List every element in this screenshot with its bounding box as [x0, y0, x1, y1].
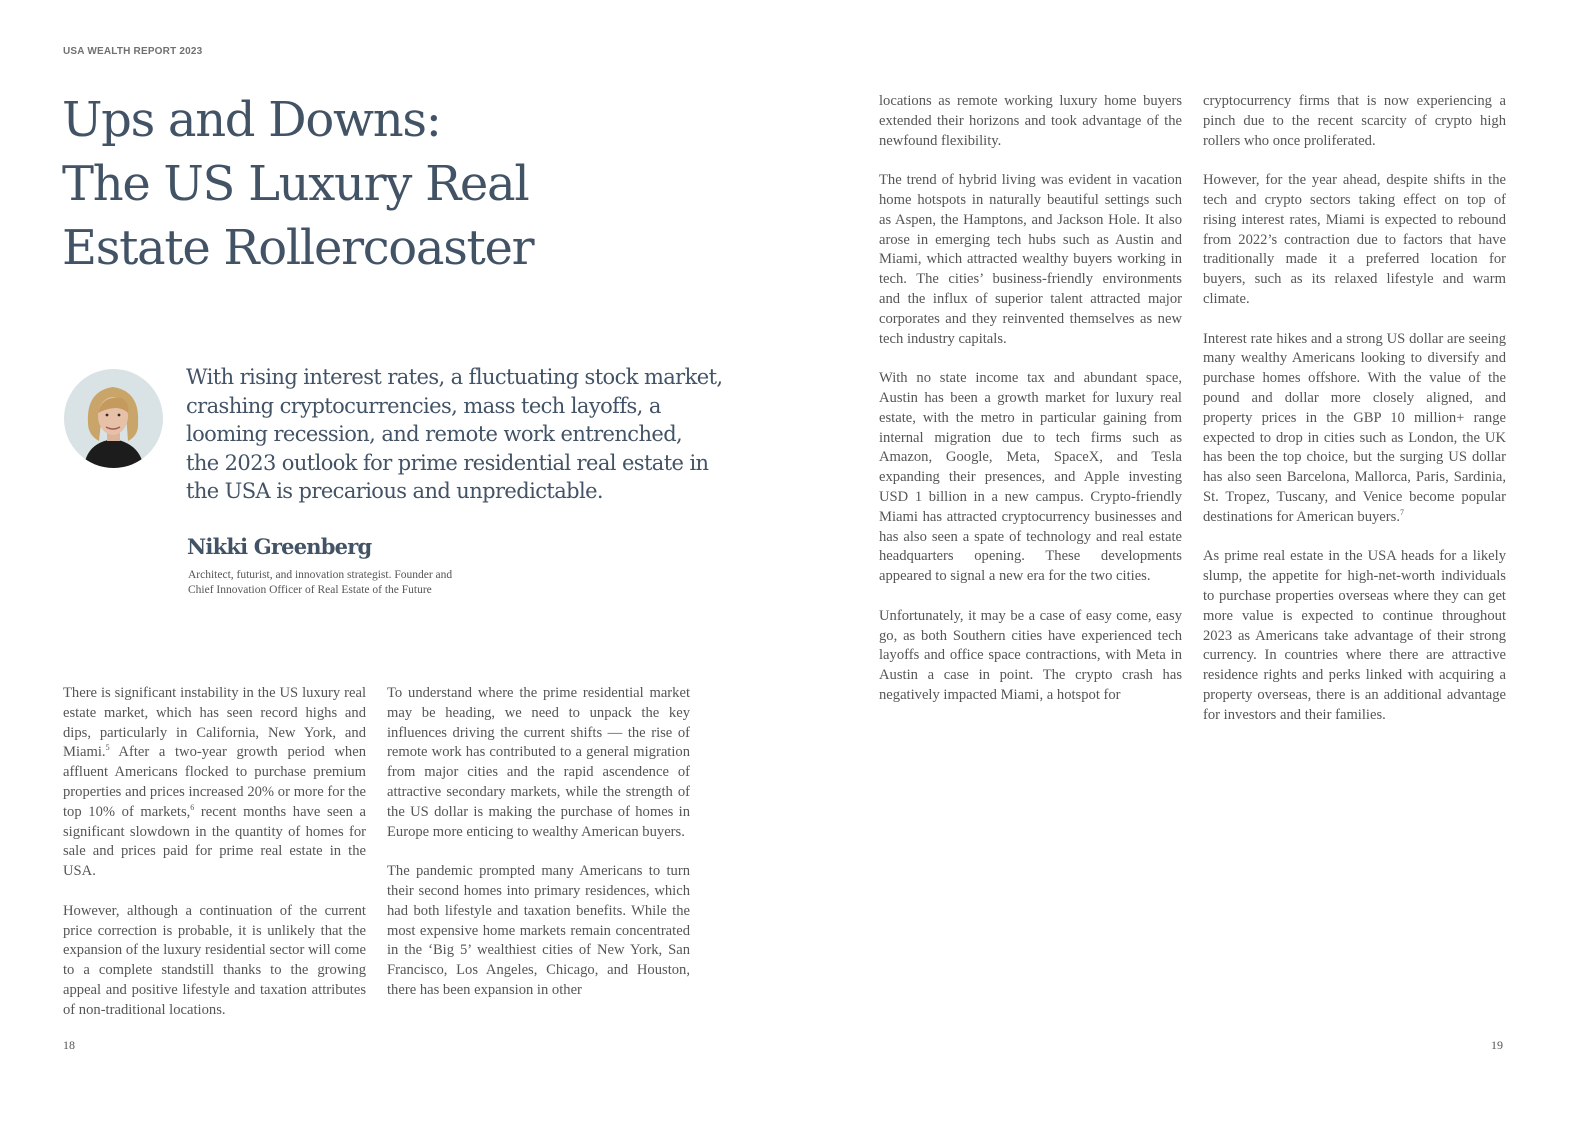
title-line: The US Luxury Real	[62, 156, 529, 212]
text-run: recent months have seen a significant slowdown in the quantity of homes for sale and prices paid for prime real estate in the USA.	[63, 803, 366, 880]
author-desc-line: Chief Innovation Officer of Real Estate of the Future	[188, 584, 432, 596]
paragraph: However, for the year ahead, despite shifts in the tech and crypto sectors taking effect on top of rising interest rates, Miami is expected to rebound from 2022’s contraction due to factors that have traditionally made it a preferred location for buyers, such as its relaxed lifestyle and warm climate.	[1203, 172, 1506, 307]
footnote-ref: 6	[190, 802, 195, 812]
body-column-1	[63, 684, 366, 1021]
text-run: Interest rate hikes and a strong US dollar are seeing many wealthy Americans looking to diversify and purchase homes offshore. With the value of the pound and dollar more closely aligned, and property prices in the GBP 10 million+ range expected to drop in cities such as London, the UK has been the top choice, but the surging US dollar has also seen Barcelona, Mallorca, Paris, Sardinia, St. Tropez, Tuscany, and Venice become popular destinations for American buyers.	[1203, 330, 1506, 525]
title-line: Estate Rollercoaster	[62, 220, 534, 276]
paragraph	[1203, 330, 1506, 528]
page-number-right: 19	[1491, 1038, 1503, 1052]
paragraph: cryptocurrency firms that is now experiencing a pinch due to the recent scarcity of crypto high rollers who once proliferated.	[1203, 93, 1506, 149]
paragraph: The pandemic prompted many Americans to turn their second homes into primary residences, which had both lifestyle and taxation benefits. While the most expensive home markets remain concentrated in the ‘Big 5’ wealthiest cities of New York, San Francisco, Los Angeles, Chicago, and Houston, there has been expansion in other	[387, 863, 690, 998]
footnote-ref: 7	[1399, 507, 1404, 517]
report-header: USA WEALTH REPORT 2023	[63, 46, 203, 57]
author-name: Nikki Greenberg	[187, 534, 372, 559]
body-column-2	[387, 684, 690, 1001]
left-page	[0, 0, 793, 1122]
paragraph: Unfortunately, it may be a case of easy come, easy go, as both Southern cities have experienced tech layoffs and office space contractions, with Meta in Austin a case in point. The crypto crash has negatively impacted Miami, a hotspot for	[879, 607, 1182, 703]
intro-line: the USA is precarious and unpredictable.	[186, 479, 603, 503]
body-column-4	[1203, 92, 1506, 726]
paragraph: As prime real estate in the USA heads for a likely slump, the appetite for high-net-worth individuals to purchase properties overseas where they can get more value is expected to continue throughout 2023 as Americans take advantage of their strong currency. In countries where there are attractive residence rights and perks linked with acquiring a property overseas, there is an additional advantage for investors and their families.	[1203, 548, 1506, 723]
paragraph	[63, 684, 366, 882]
right-page	[794, 0, 1587, 1122]
intro-line: crashing cryptocurrencies, mass tech layoffs, a	[186, 393, 661, 418]
intro-line: looming recession, and remote work entrenched,	[186, 422, 683, 446]
author-description	[188, 568, 488, 598]
title-line: Ups and Downs:	[62, 92, 441, 148]
intro-line: the 2023 outlook for prime residential real estate in	[186, 450, 709, 475]
text-run: There is significant instability in the US luxury real estate market, which has seen record highs and dips, particularly in California, New York, and Miami.	[63, 685, 366, 761]
footnote-ref: 5	[105, 743, 110, 753]
author-desc-line: Architect, futurist, and innovation strategist. Founder and	[188, 569, 453, 581]
paragraph: locations as remote working luxury home buyers extended their horizons and took advantage of the newfound flexibility.	[879, 93, 1182, 149]
text-run: After a two-year growth period when affluent Americans flocked to purchase premium properties and prices increased 20% or more for the top 10% of markets,	[63, 744, 366, 820]
paragraph: With no state income tax and abundant space, Austin has been a growth market for luxury real estate, with the metro in particular gaining from internal migration due to tech firms such as Amazon, Google, Meta, SpaceX, and Tesla expanding their presences, and Apple investing USD 1 billion in a new campus. Crypto-friendly Miami has attracted cryptocurrency businesses and has also seen a spate of technology and real estate headquarters opening. These developments appeared to signal a new era for the two cities.	[879, 370, 1182, 585]
intro-standfirst	[186, 363, 723, 506]
paragraph: To understand where the prime residential market may be heading, we need to unpack the key influences driving the current shifts — the rise of remote work has contributed to a general migration from major cities and the rapid ascendence of attractive secondary markets, while the strength of the US dollar is making the purchase of homes in Europe more enticing to wealthy American buyers.	[387, 685, 690, 840]
body-column-3	[879, 92, 1182, 706]
article-title	[62, 88, 702, 280]
intro-line: With rising interest rates, a fluctuating stock market,	[186, 365, 723, 389]
paragraph: The trend of hybrid living was evident in vacation home hotspots in naturally beautiful settings such as Aspen, the Hamptons, and Jackson Hole. It also arose in emerging tech hubs such as Austin and Miami, which attracted wealthy buyers working in tech. The cities’ business-friendly environments and the influx of superior talent attracted major corporates and they reinvented themselves as new tech industry capitals.	[879, 172, 1182, 347]
paragraph: However, although a continuation of the current price correction is probable, it is unlikely that the expansion of the luxury residential sector will come to a complete standstill thanks to the growing appeal and positive lifestyle and taxation attributes of non-traditional locations.	[63, 902, 366, 1018]
page-number-left: 18	[63, 1038, 75, 1052]
author-avatar	[64, 369, 163, 468]
